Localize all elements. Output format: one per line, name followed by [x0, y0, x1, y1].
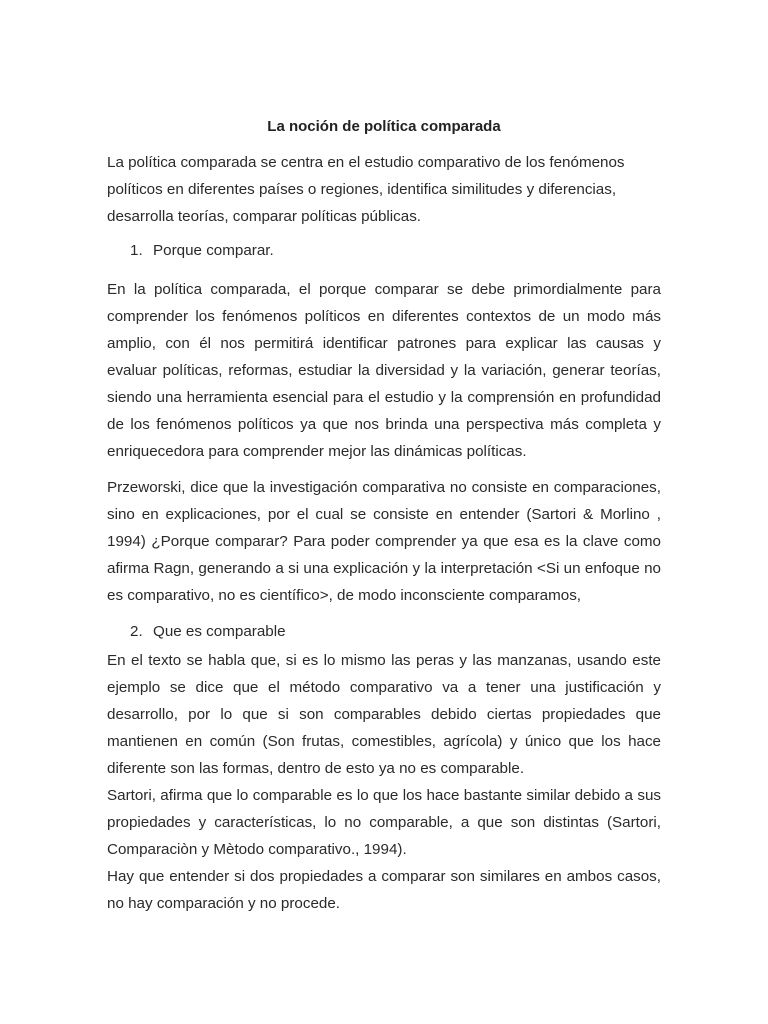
- list-item-que-es-comparable: [130, 622, 286, 642]
- text-line: propiedades y características, lo no comparable, a que son distintas (Sartori,: [107, 814, 661, 831]
- text-line: no hay comparación y no procede.: [107, 895, 341, 912]
- text-line: desarrolla teorías, comparar políticas públicas.: [107, 208, 422, 225]
- text-line: Przeworski, dice que la investigación comparativa no consiste en comparaciones,: [107, 479, 661, 496]
- text-line: Comparaciòn y Mètodo comparativo., 1994).: [107, 841, 407, 858]
- text-line: comprender los fenómenos políticos en diferentes contextos de un modo más: [107, 308, 661, 325]
- list-item-porque-comparar: [130, 241, 274, 261]
- list-heading: Porque comparar.: [153, 242, 274, 259]
- text-line: La política comparada se centra en el estudio comparativo de los fenómenos: [107, 154, 625, 171]
- text-line: enriquecedora para comprender mejor las dinámicas políticas.: [107, 443, 527, 460]
- paragraph-que-es-comparable: [107, 647, 661, 917]
- list-number: 1.: [130, 242, 143, 259]
- text-line: En el texto se habla que, si es lo mismo las peras y las manzanas, usando este: [107, 652, 661, 669]
- text-line: Hay que entender si dos propiedades a comparar son similares en ambos casos,: [107, 868, 661, 885]
- text-line: afirma Ragn, generando a si una explicación y la interpretación <Si un enfoque no: [107, 560, 661, 577]
- text-line: es comparativo, no es científico>, de modo inconsciente comparamos,: [107, 587, 582, 604]
- text-line: En la política comparada, el porque comparar se debe primordialmente para: [107, 281, 661, 298]
- list-heading: Que es comparable: [153, 623, 286, 640]
- text-line: 1994) ¿Porque comparar? Para poder comprender ya que esa es la clave como: [107, 533, 661, 550]
- paragraph-przeworski: [107, 474, 661, 609]
- text-line: siendo una herramienta esencial para el estudio y la comprensión en profundidad: [107, 389, 661, 406]
- text-line: de los fenómenos políticos ya que nos brinda una perspectiva más completa y: [107, 416, 661, 433]
- text-line: políticos en diferentes países o regiones, identifica similitudes y diferencias,: [107, 181, 617, 198]
- document-title: La noción de política comparada: [267, 118, 501, 135]
- text-line: ejemplo se dice que el método comparativo va a tener una justificación y: [107, 679, 661, 696]
- text-line: mantienen en común (Son frutas, comestibles, agrícola) y único que los hace: [107, 733, 661, 750]
- list-number: 2.: [130, 623, 143, 640]
- text-line: diferente son las formas, dentro de esto ya no es comparable.: [107, 760, 525, 777]
- text-line: evaluar políticas, reformas, estudiar la diversidad y la variación, generar teorías,: [107, 362, 661, 379]
- paragraph-porque-comparar: [107, 276, 661, 465]
- text-line: amplio, con él nos permitirá identificar patrones para explicar las causas y: [107, 335, 661, 352]
- text-line: desarrollo, por lo que si son comparables debido ciertas propiedades que: [107, 706, 661, 723]
- intro-paragraph: [107, 149, 661, 230]
- text-line: sino en explicaciones, por el cual se consiste en entender (Sartori & Morlino ,: [107, 506, 661, 523]
- text-line: Sartori, afirma que lo comparable es lo que los hace bastante similar debido a sus: [107, 787, 661, 804]
